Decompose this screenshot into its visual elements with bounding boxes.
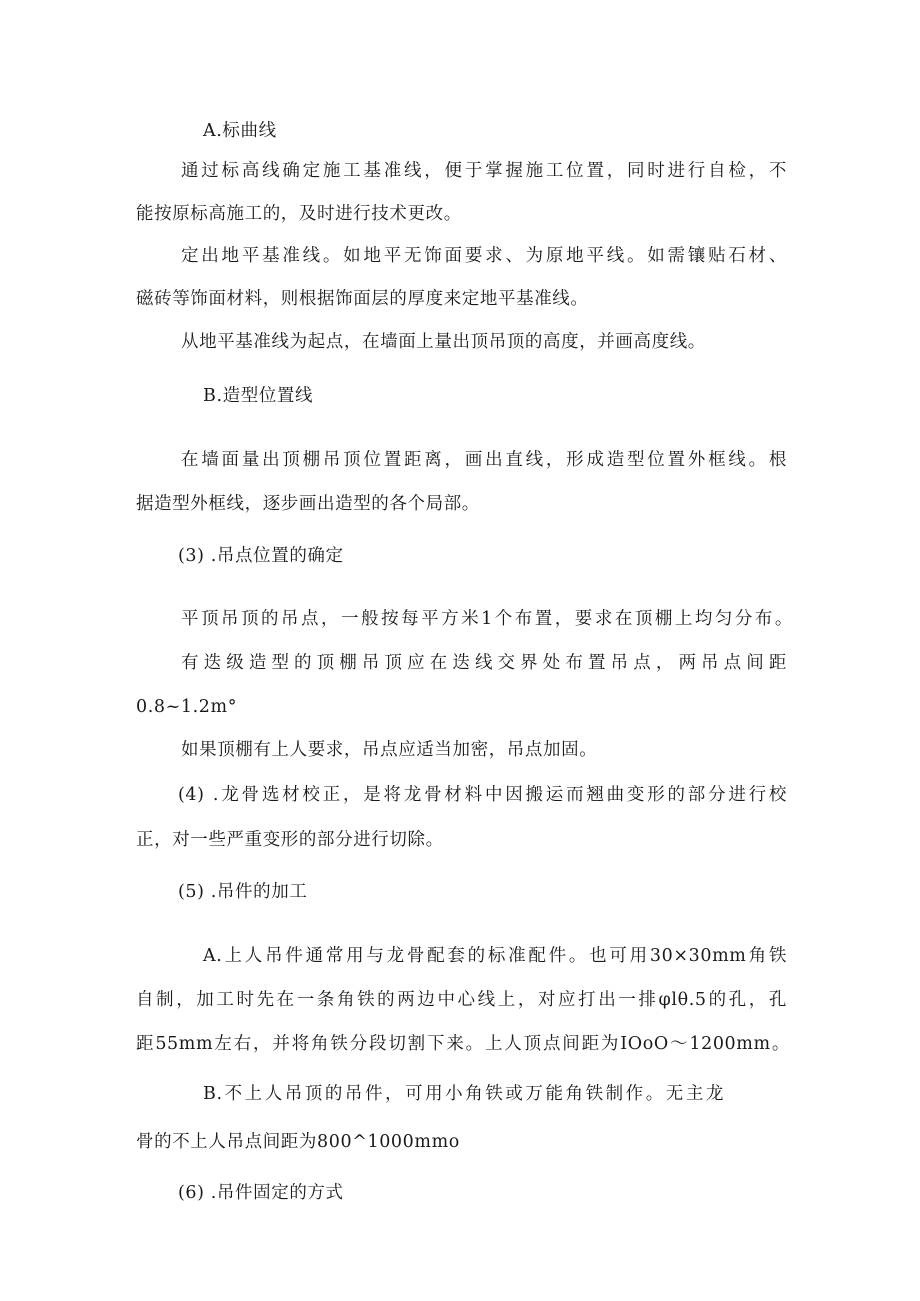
section-4-paragraph: (4) .龙骨选材校正，是将龙骨材料中因搬运而翘曲变形的部分进行校	[178, 785, 787, 805]
paragraph-line: A.上人吊件通常用与龙骨配套的标准配件。也可用30×30mm角铁	[203, 946, 787, 966]
paragraph-line: 有迭级造型的顶棚吊顶应在迭线交界处布置吊点，两吊点间距	[181, 653, 787, 673]
heading-b-shape-position-line: B.造型位置线	[203, 386, 314, 406]
paragraph-line: 定出地平基准线。如地平无饰面要求、为原地平线。如需镶贴石材、	[181, 246, 787, 266]
paragraph-line: 距55mm左右，并将角铁分段切割下来。上人顶点间距为IOoO～1200mm。	[136, 1034, 790, 1054]
section-6-heading: (6) .吊件固定的方式	[178, 1183, 344, 1203]
paragraph-line: 0.8~1.2m°	[136, 697, 238, 717]
paragraph-line: 自制，加工时先在一条角铁的两边中心线上，对应打出一排φlθ.5的孔，孔	[136, 990, 787, 1010]
paragraph-line: 据造型外框线，逐步画出造型的各个局部。	[136, 494, 480, 514]
section-5-heading: (5) .吊件的加工	[178, 882, 308, 902]
section-3-heading: (3) .吊点位置的确定	[178, 546, 344, 566]
paragraph-line: 通过标高线确定施工基准线，便于掌握施工位置，同时进行自检，不	[181, 161, 787, 181]
paragraph-line: 从地平基准线为起点，在墙面上量出顶吊顶的高度，并画高度线。	[181, 332, 706, 352]
paragraph-line: 正，对一些严重变形的部分进行切除。	[136, 830, 444, 850]
paragraph-line: 平顶吊顶的吊点，一般按每平方米1个布置，要求在顶棚上均匀分布。	[181, 609, 793, 629]
paragraph-line: 能按原标高施工的，及时进行技术更改。	[136, 204, 462, 224]
paragraph-line: 如果顶棚有上人要求，吊点应适当加密，吊点加固。	[181, 740, 598, 760]
paragraph-line: 磁砖等饰面材料，则根据饰面层的厚度来定地平基准线。	[136, 289, 589, 309]
paragraph-line: 在墙面量出顶棚吊顶位置距离，画出直线，形成造型位置外框线。根	[181, 450, 787, 470]
paragraph-line: B.不上人吊顶的吊件，可用小角铁或万能角铁制作。无主龙	[203, 1084, 724, 1104]
heading-a-elevation-line: A.标曲线	[203, 121, 277, 141]
paragraph-line: 骨的不上人吊点间距为800^1000mmo	[136, 1132, 460, 1152]
